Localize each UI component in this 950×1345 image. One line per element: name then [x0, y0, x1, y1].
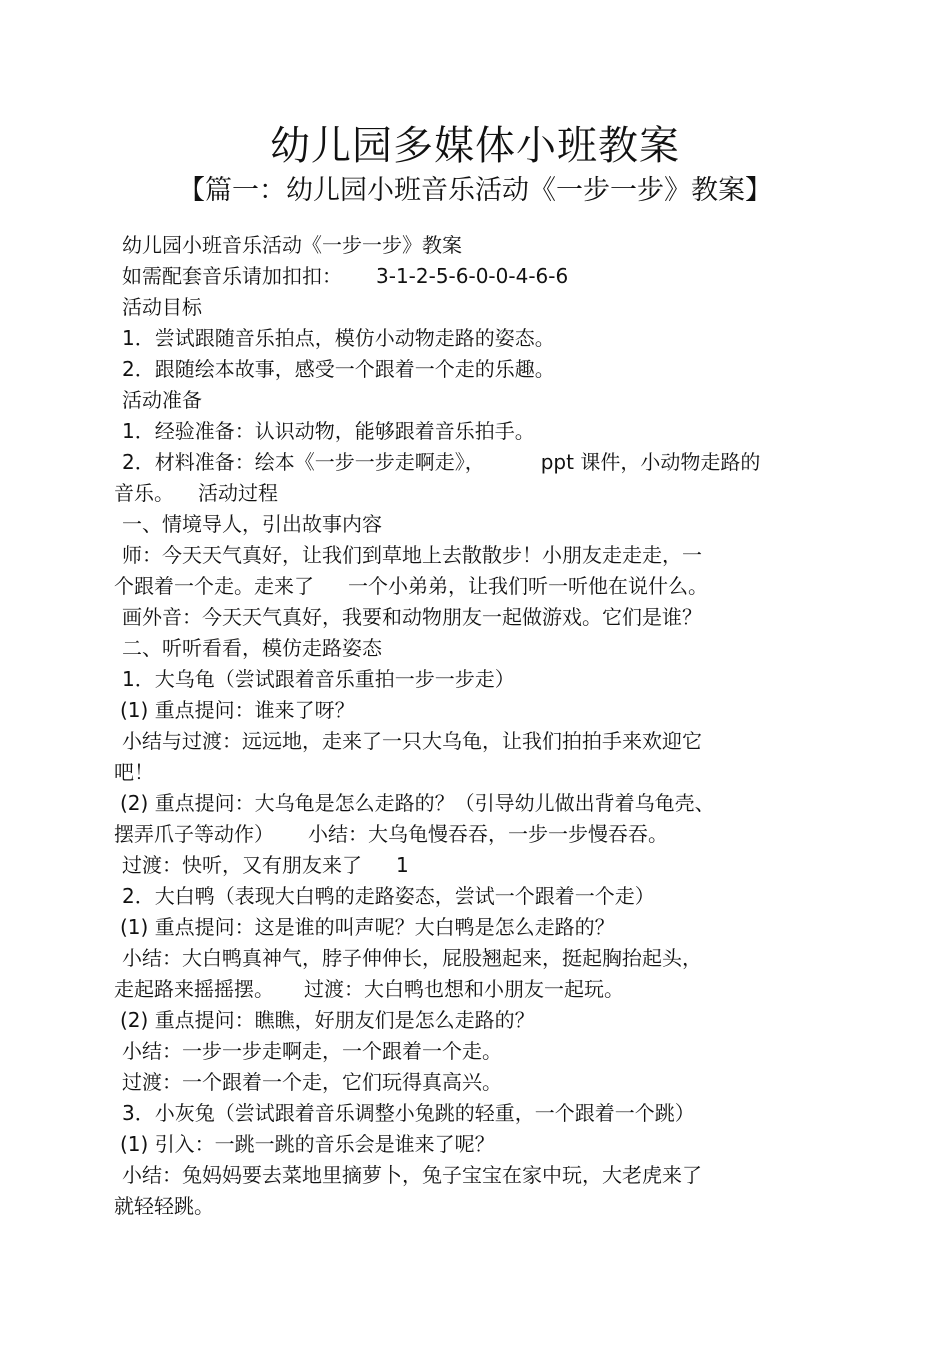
text-line: 3．小灰兔（尝试跟着音乐调整小兔跳的轻重，一个跟着一个跳）	[122, 1101, 695, 1125]
text-line	[114, 974, 834, 1005]
text-line: 小结：兔妈妈要去菜地里摘萝卜，兔子宝宝在家中玩，大老虎来了	[122, 1163, 702, 1187]
text-line: 2．跟随绘本故事，感受一个跟着一个走的乐趣。	[122, 357, 555, 381]
text-line	[114, 571, 834, 602]
text-line: 小结与过渡：远远地，走来了一只大乌龟，让我们拍拍手来欢迎它	[122, 729, 702, 753]
text-line	[114, 819, 834, 850]
text-segment: 音乐。	[114, 481, 174, 505]
text-segment: 如需配套音乐请加扣扣：	[122, 264, 342, 288]
text-line	[114, 261, 834, 292]
text-line: 吧！	[114, 760, 154, 784]
text-segment: 小结：大乌龟慢吞吞，一步一步慢吞吞。	[308, 822, 668, 846]
text-segment: 摆弄爪子等动作）	[114, 822, 274, 846]
document-title: 幼儿园多媒体小班教案	[270, 123, 680, 169]
text-line: 1．经验准备：认识动物，能够跟着音乐拍手。	[122, 419, 535, 443]
text-line: 过渡：一个跟着一个走，它们玩得真高兴。	[122, 1070, 502, 1094]
text-segment: 1	[396, 853, 409, 877]
section-heading: 二、听听看看，模仿走路姿态	[122, 636, 382, 660]
text-line: (1) 重点提问：这是谁的叫声呢？大白鸭是怎么走路的？	[120, 915, 615, 939]
text-line: 小结：大白鸭真神气，脖子伸伸长，屁股翘起来，挺起胸抬起头，	[122, 946, 702, 970]
text-line: (1) 重点提问：谁来了呀？	[120, 698, 355, 722]
text-line: 画外音：今天天气真好，我要和动物朋友一起做游戏。它们是谁？	[122, 605, 702, 629]
text-line: 师：今天天气真好，让我们到草地上去散散步！小朋友走走走，一	[122, 543, 702, 567]
text-line	[114, 850, 834, 881]
text-segment: 3-1-2-5-6-0-0-4-6-6	[376, 264, 569, 288]
text-line: (2) 重点提问：瞧瞧，好朋友们是怎么走路的？	[120, 1008, 535, 1032]
section-heading: 活动准备	[122, 388, 202, 412]
text-line: (2) 重点提问：大乌龟是怎么走路的？（引导幼儿做出背着乌龟壳、	[120, 791, 715, 815]
text-line: 幼儿园小班音乐活动《一步一步》教案	[122, 233, 462, 257]
text-line	[114, 447, 834, 478]
section-heading: 一、情境导人，引出故事内容	[122, 512, 382, 536]
text-segment: 个跟着一个走。走来了	[114, 574, 314, 598]
text-line: 小结：一步一步走啊走，一个跟着一个走。	[122, 1039, 502, 1063]
text-segment: 一个小弟弟，让我们听一听他在说什么。	[348, 574, 708, 598]
text-segment: 2．材料准备：绘本《一步一步走啊走》，	[122, 450, 485, 474]
document-subtitle: 【篇一：幼儿园小班音乐活动《一步一步》教案】	[178, 175, 772, 206]
text-segment: 过渡：快听，又有朋友来了	[122, 853, 362, 877]
text-segment: ppt 课件，小动物走路的	[540, 450, 761, 474]
text-line: 1．尝试跟随音乐拍点，模仿小动物走路的姿态。	[122, 326, 555, 350]
section-heading: 活动目标	[122, 295, 202, 319]
text-line	[114, 478, 834, 509]
document-body	[114, 230, 834, 1222]
text-segment: 过渡：大白鸭也想和小朋友一起玩。	[304, 977, 624, 1001]
text-line: 1．大乌龟（尝试跟着音乐重拍一步一步走）	[122, 667, 515, 691]
text-line: 2．大白鸭（表现大白鸭的走路姿态，尝试一个跟着一个走）	[122, 884, 655, 908]
text-segment: 走起路来摇摇摆。	[114, 977, 274, 1001]
text-line: 就轻轻跳。	[114, 1194, 214, 1218]
section-heading: 活动过程	[198, 481, 278, 505]
text-line: (1) 引入：一跳一跳的音乐会是谁来了呢？	[120, 1132, 495, 1156]
